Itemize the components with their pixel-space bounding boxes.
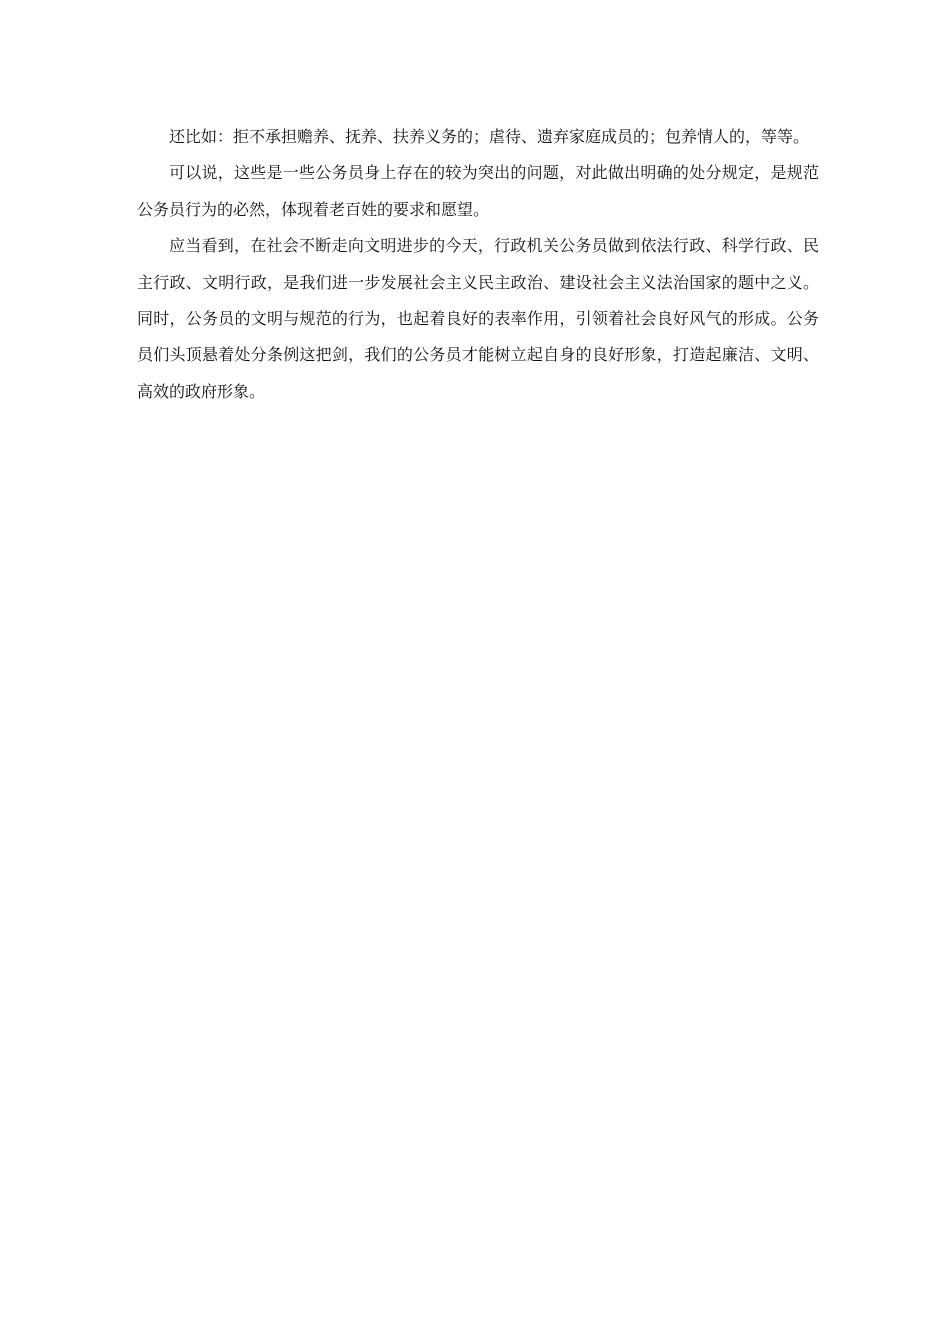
paragraph-1: 还比如：拒不承担赡养、抚养、扶养义务的；虐待、遗弃家庭成员的；包养情人的，等等。	[169, 127, 810, 146]
paragraph-3: 应当看到，在社会不断走向文明进步的今天，行政机关公务员做到依法行政、科学行政、民主行政、文明行政，是我们进一步发展社会主义民主政治、建设社会主义法治国家的题中之义。同时，公务员的文明与规范的行为，也起着良好的表率作用，引领着社会良好风气的形成。公务员们头顶悬着处分条例这把剑，我们的公务员才能树立起自身的良好形象，打造起廉洁、文明、高效的政府形象。	[137, 236, 819, 401]
document-body	[137, 119, 819, 410]
paragraph-2: 可以说，这些是一些公务员身上存在的较为突出的问题，对此做出明确的处分规定，是规范公务员行为的必然，体现着老百姓的要求和愿望。	[137, 163, 819, 219]
